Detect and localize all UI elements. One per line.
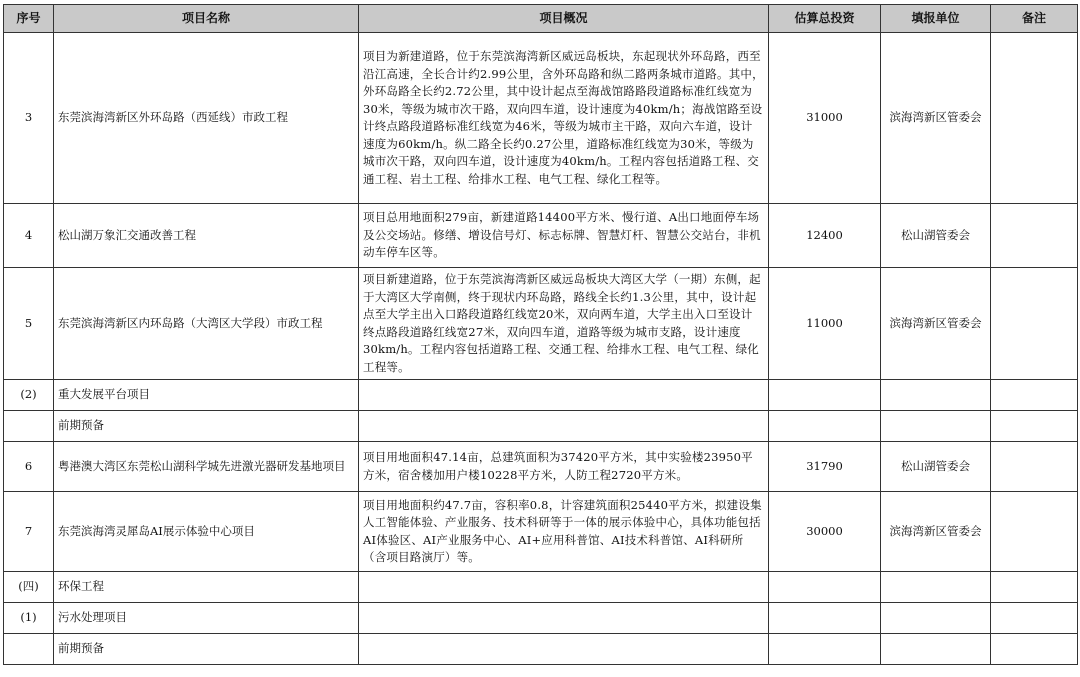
row-name: 前期预备: [54, 411, 359, 442]
row-seq: (2): [4, 380, 54, 411]
table-row: [4, 380, 1078, 411]
row-seq: 4: [4, 204, 54, 268]
row-invest: 11000: [769, 268, 881, 380]
row-invest: 30000: [769, 492, 881, 572]
row-note: [991, 634, 1078, 665]
header-overview: 项目概况: [359, 5, 769, 33]
row-seq: [4, 634, 54, 665]
table-row: [4, 33, 1078, 204]
row-unit: 松山湖管委会: [881, 204, 991, 268]
table-row: [4, 204, 1078, 268]
row-overview: [359, 380, 769, 411]
row-note: [991, 411, 1078, 442]
row-name: 东莞滨海湾新区内环岛路（大湾区大学段）市政工程: [54, 268, 359, 380]
row-unit: 滨海湾新区管委会: [881, 492, 991, 572]
row-invest: 31790: [769, 442, 881, 492]
header-seq: 序号: [4, 5, 54, 33]
table-row: [4, 492, 1078, 572]
row-overview: 项目用地面积47.14亩，总建筑面积为37420平方米，其中实验楼23950平方米，宿舍楼加用户楼10228平方米，人防工程2720平方米。: [359, 442, 769, 492]
table-row: [4, 572, 1078, 603]
row-seq: (四): [4, 572, 54, 603]
row-invest: 12400: [769, 204, 881, 268]
row-unit: [881, 634, 991, 665]
header-unit: 填报单位: [881, 5, 991, 33]
row-invest: [769, 603, 881, 634]
row-note: [991, 442, 1078, 492]
table-row: [4, 268, 1078, 380]
row-name: 污水处理项目: [54, 603, 359, 634]
row-invest: [769, 380, 881, 411]
header-name: 项目名称: [54, 5, 359, 33]
row-note: [991, 268, 1078, 380]
row-seq: (1): [4, 603, 54, 634]
row-overview: [359, 572, 769, 603]
row-unit: [881, 572, 991, 603]
row-overview: [359, 411, 769, 442]
row-overview: 项目总用地面积279亩，新建道路14400平方米、慢行道、A出口地面停车场及公交场站。修缮、增设信号灯、标志标牌、智慧灯杆、智慧公交站台，非机动车停车区等。: [359, 204, 769, 268]
row-seq: [4, 411, 54, 442]
row-name: 环保工程: [54, 572, 359, 603]
project-table: [3, 4, 1078, 665]
row-seq: 7: [4, 492, 54, 572]
row-note: [991, 572, 1078, 603]
row-note: [991, 33, 1078, 204]
header-row: [4, 5, 1078, 33]
row-invest: [769, 411, 881, 442]
table-row: [4, 442, 1078, 492]
row-name: 前期预备: [54, 634, 359, 665]
row-note: [991, 380, 1078, 411]
row-overview: 项目为新建道路，位于东莞滨海湾新区威远岛板块，东起现状外环岛路，西至沿江高速，全长合计约2.99公里，含外环岛路和纵二路两条城市道路。其中，外环岛路全长约2.72公里，其中设计起点至海战馆路路段道路标准红线宽为30米，等级为城市次干路，双向四车道，设计速度为40km/h；海战馆路至设计终点路段道路标准红线宽为46米，等级为城市主干路，双向六车道，设计速度为60km/h。纵二路全长约0.27公里，道路标准红线宽为30米，等级为城市次干路，双向四车道，设计速度为40km/h。工程内容包括道路工程、交通工程、岩土工程、给排水工程、电气工程、绿化工程等。: [359, 33, 769, 204]
table-row: [4, 603, 1078, 634]
row-invest: 31000: [769, 33, 881, 204]
row-note: [991, 204, 1078, 268]
row-overview: [359, 634, 769, 665]
table-row: [4, 411, 1078, 442]
row-unit: 滨海湾新区管委会: [881, 268, 991, 380]
row-unit: [881, 411, 991, 442]
row-name: 重大发展平台项目: [54, 380, 359, 411]
row-name: 东莞滨海湾灵犀岛AI展示体验中心项目: [54, 492, 359, 572]
row-unit: [881, 603, 991, 634]
row-unit: 松山湖管委会: [881, 442, 991, 492]
header-note: 备注: [991, 5, 1078, 33]
table-row: [4, 634, 1078, 665]
row-note: [991, 603, 1078, 634]
row-seq: 5: [4, 268, 54, 380]
row-unit: [881, 380, 991, 411]
row-name: 粤港澳大湾区东莞松山湖科学城先进激光器研发基地项目: [54, 442, 359, 492]
row-seq: 6: [4, 442, 54, 492]
row-invest: [769, 634, 881, 665]
row-seq: 3: [4, 33, 54, 204]
row-unit: 滨海湾新区管委会: [881, 33, 991, 204]
row-name: 松山湖万象汇交通改善工程: [54, 204, 359, 268]
row-overview: [359, 603, 769, 634]
row-name: 东莞滨海湾新区外环岛路（西延线）市政工程: [54, 33, 359, 204]
row-overview: 项目用地面积约47.7亩，容积率0.8，计容建筑面积25440平方米，拟建设集人工智能体验、产业服务、技术科研等于一体的展示体验中心，具体功能包括AI体验区、AI产业服务中心、AI+应用科普馆、AI技术科普馆、AI科研所（含项目路演厅）等。: [359, 492, 769, 572]
row-overview: 项目新建道路，位于东莞滨海湾新区威远岛板块大湾区大学（一期）东侧，起于大湾区大学南侧，终于现状内环岛路，路线全长约1.3公里，其中，设计起点至大学主出入口路段道路红线宽20米，双向两车道，大学主出入口至设计终点路段道路红线宽27米，双向四车道，道路等级为城市支路，设计速度30km/h。工程内容包括道路工程、交通工程、给排水工程、电气工程、绿化工程等。: [359, 268, 769, 380]
row-invest: [769, 572, 881, 603]
row-note: [991, 492, 1078, 572]
header-invest: 估算总投资: [769, 5, 881, 33]
